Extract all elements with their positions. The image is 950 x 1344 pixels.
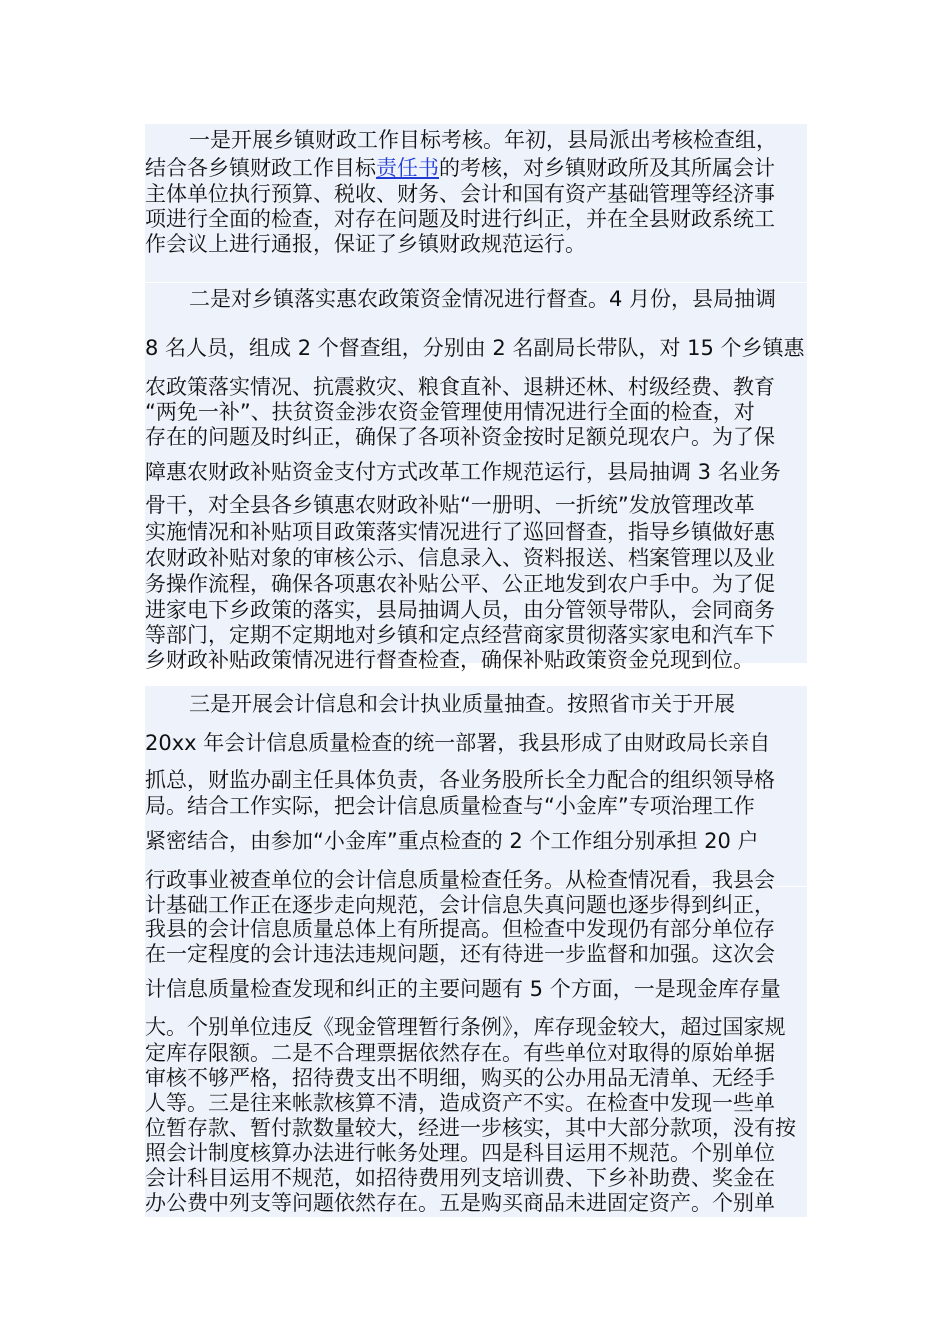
text-line: 一是开展乡镇财政工作目标考核。年初，县局派出考核检查组， — [189, 128, 777, 152]
text-line: 三是开展会计信息和会计执业质量抽查。按照省市关于开展 — [189, 692, 735, 716]
text-line: 农财政补贴对象的审核公示、信息录入、资料报送、档案管理以及业 — [145, 546, 775, 570]
text-line: 抓总，财监办副主任具体负责，各业务股所长全力配合的组织领导格 — [145, 768, 775, 792]
text-line: 审核不够严格，招待费支出不明细，购买的公办用品无清单、无经手 — [145, 1066, 775, 1090]
text-line: 存在的问题及时纠正，确保了各项补资金按时足额兑现农户。为了保 — [145, 425, 775, 449]
text-line — [145, 154, 807, 182]
text-line: “两免一补”、扶贫资金涉农资金管理使用情况进行全面的检查，对 — [145, 400, 755, 424]
text-line: 障惠农财政补贴资金支付方式改革工作规范运行，县局抽调 3 名业务 — [145, 460, 781, 484]
text-line: 项进行全面的检查，对存在问题及时进行纠正，并在全县财政系统工 — [145, 207, 775, 231]
text-line: 二是对乡镇落实惠农政策资金情况进行督查。4 月份，县局抽调 — [189, 287, 777, 311]
text-line: 紧密结合，由参加“小金库”重点检查的 2 个工作组分别承担 20 户 — [145, 829, 759, 853]
text-line: 定库存限额。二是不合理票据依然存在。有些单位对取得的原始单据 — [145, 1041, 775, 1065]
text-line: 务操作流程，确保各项惠农补贴公平、公正地发到农户手中。为了促 — [145, 572, 775, 596]
text-line: 人等。三是往来帐款核算不清，造成资产不实。在检查中发现一些单 — [145, 1091, 775, 1115]
text-line: 等部门，定期不定期地对乡镇和定点经营商家贯彻落实家电和汽车下 — [145, 623, 775, 647]
text-segment: 结合各乡镇财政工作目标 — [145, 156, 376, 180]
text-line: 我县的会计信息质量总体上有所提高。但检查中发现仍有部分单位存 — [145, 917, 775, 941]
text-line: 会计科目运用不规范，如招待费用列支培训费、下乡补助费、奖金在 — [145, 1166, 775, 1190]
text-line: 行政事业被查单位的会计信息质量检查任务。从检查情况看，我县会 — [145, 868, 775, 892]
text-line: 作会议上进行通报，保证了乡镇财政规范运行。 — [145, 232, 586, 256]
text-line: 实施情况和补贴项目政策落实情况进行了巡回督查，指导乡镇做好惠 — [145, 520, 775, 544]
text-line: 农政策落实情况、抗震救灾、粮食直补、退耕还林、村级经费、教育 — [145, 375, 775, 399]
text-line: 骨干，对全县各乡镇惠农财政补贴“一册明、一折统”发放管理改革 — [145, 493, 755, 517]
text-line: 办公费中列支等问题依然存在。五是购买商品未进固定资产。个别单 — [145, 1191, 775, 1215]
text-line: 局。结合工作实际，把会计信息质量检查与“小金库”专项治理工作 — [145, 794, 755, 818]
text-segment: 的考核，对乡镇财政所及其所属会计 — [439, 156, 775, 180]
text-line: 计信息质量检查发现和纠正的主要问题有 5 个方面，一是现金库存量 — [145, 977, 781, 1001]
text-line: 照会计制度核算办法进行帐务处理。四是科目运用不规范。个别单位 — [145, 1141, 775, 1165]
text-line: 主体单位执行预算、税收、财务、会计和国有资产基础管理等经济事 — [145, 182, 775, 206]
responsibility-letter-link[interactable]: 责任书 — [376, 156, 439, 180]
text-line: 进家电下乡政策的落实，县局抽调人员，由分管领导带队，会同商务 — [145, 598, 775, 622]
text-line: 计基础工作正在逐步走向规范，会计信息失真问题也逐步得到纠正， — [145, 893, 775, 917]
text-line: 在一定程度的会计违法违规问题，还有待进一步监督和加强。这次会 — [145, 942, 775, 966]
text-line: 8 名人员，组成 2 个督查组，分别由 2 名副局长带队，对 15 个乡镇惠 — [145, 336, 805, 360]
text-line: 乡财政补贴政策情况进行督查检查，确保补贴政策资金兑现到位。 — [145, 648, 754, 672]
text-line: 大。个别单位违反《现金管理暂行条例》，库存现金较大，超过国家规 — [145, 1015, 786, 1039]
text-line: 位暂存款、暂付款数量较大，经进一步核实，其中大部分款项，没有按 — [145, 1116, 796, 1140]
text-line: 20xx 年会计信息质量检查的统一部署，我县形成了由财政局长亲自 — [145, 731, 771, 755]
